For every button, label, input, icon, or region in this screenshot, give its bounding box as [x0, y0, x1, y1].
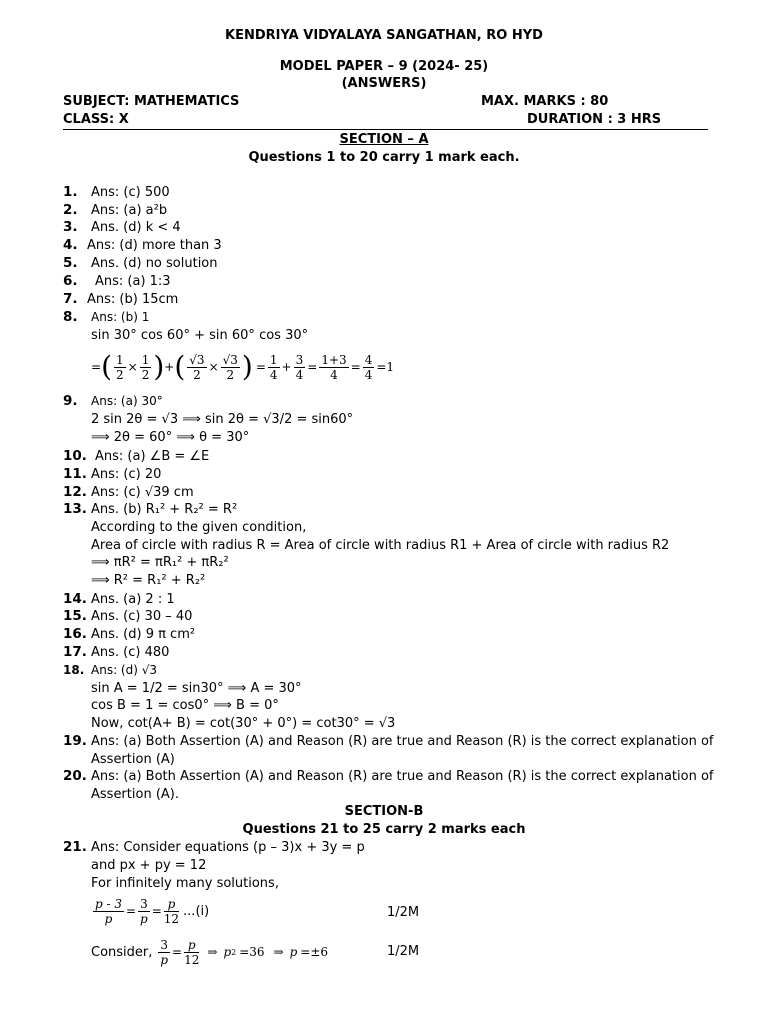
q18-working-line: sin A = 1/2 = sin30° ⟹ A = 30° — [91, 681, 302, 696]
q9-working-line: 2 sin 2θ = √3 ⟹ sin 2θ = √3/2 = sin60° — [91, 412, 354, 427]
question-number: 16. — [63, 626, 87, 642]
answer-text: Ans: (c) √39 cm — [91, 485, 194, 500]
question-number: 8. — [63, 309, 78, 325]
q9-working-line: ⟹ 2θ = 60° ⟹ θ = 30° — [91, 430, 250, 445]
answer-text: Ans: (a) ∠B = ∠E — [95, 449, 210, 464]
answer-continuation: Assertion (A). — [91, 787, 179, 802]
answer-text: Ans. (d) no solution — [91, 256, 218, 271]
answer-text: Ans: (a) Both Assertion (A) and Reason (R) are true and Reason (R) is the correct explanation of — [91, 769, 714, 784]
question-number: 1. — [63, 184, 78, 200]
question-number: 18. — [63, 663, 85, 677]
marks-label: 1/2M — [387, 905, 420, 920]
q8-working-line: sin 30° cos 60° + sin 60° cos 30° — [91, 328, 309, 343]
question-number: 5. — [63, 255, 78, 271]
q18-working-line: Now, cot(A+ B) = cot(30° + 0°) = cot30° = √3 — [91, 716, 396, 731]
answer-text: Ans: (a) a²b — [91, 203, 168, 218]
answer-text: Ans. (c) 30 – 40 — [91, 609, 193, 624]
class-label: CLASS: X — [63, 112, 129, 127]
consider-label: Consider, — [91, 944, 153, 960]
answer-text: Ans. (a) 2 : 1 — [91, 592, 175, 607]
answer-text: Ans. (b) R₁² + R₂² = R² — [91, 502, 238, 517]
marks-label: 1/2M — [387, 944, 420, 959]
q21-working-line: and px + py = 12 — [91, 858, 207, 873]
paper-title: MODEL PAPER – 9 (2024- 25) — [279, 59, 489, 74]
duration-label: DURATION : 3 HRS — [527, 112, 662, 127]
answer-text: Ans: (b) 15cm — [87, 292, 179, 307]
q13-working-line: According to the given condition, — [91, 520, 307, 535]
equation-label: ...(i) — [183, 903, 210, 919]
answer-continuation: Assertion (A) — [91, 752, 175, 767]
question-number: 3. — [63, 219, 78, 235]
question-number: 6. — [63, 273, 78, 289]
answer-text: Ans. (c) 480 — [91, 645, 170, 660]
header-divider — [63, 129, 708, 130]
answer-text: Ans: (d) √3 — [91, 663, 157, 677]
question-number: 20. — [63, 768, 87, 784]
question-number: 4. — [63, 237, 78, 253]
question-number: 15. — [63, 608, 87, 624]
question-number: 7. — [63, 291, 78, 307]
answer-text: Ans. (d) k < 4 — [91, 220, 181, 235]
answer-text: Ans: (c) 500 — [91, 185, 170, 200]
q8-formula: = ( $\frac{1}{2}$ × $\frac{1}{2}$ ) + ( $\frac{√3}{2}$ × $\frac{√3}{2}$ ) = $\frac{1}{4}$ + $\frac{3}{4}$ = $\frac{1+3}{4}$ = $\frac{4}{4}$ =1 — [91, 350, 395, 383]
section-a-title: SECTION – A — [339, 132, 429, 147]
question-number: 10. — [63, 448, 87, 464]
q18-working-line: cos B = 1 = cos0° ⟹ B = 0° — [91, 698, 279, 713]
question-number: 21. — [63, 839, 87, 855]
answer-text: Ans: (a) Both Assertion (A) and Reason (R) are true and Reason (R) is the correct explanation of — [91, 734, 714, 749]
question-number: 11. — [63, 466, 87, 482]
answer-text: Ans: (b) 1 — [91, 310, 150, 324]
max-marks-label: MAX. MARKS : 80 — [481, 94, 609, 109]
question-number: 19. — [63, 733, 87, 749]
question-number: 14. — [63, 591, 87, 607]
q21-equation-1: $\frac{p - 3}{p}$ = $\frac{3}{p}$ = $\frac{p}{12}$ ...(i) — [95, 896, 210, 926]
answer-text: Ans: (a) 1:3 — [95, 274, 171, 289]
question-number: 12. — [63, 484, 87, 500]
section-a-subtitle: Questions 1 to 20 carry 1 mark each. — [248, 150, 520, 165]
q21-working-line: For infinitely many solutions, — [91, 876, 279, 891]
question-number: 17. — [63, 644, 87, 660]
answers-label: (ANSWERS) — [341, 76, 427, 91]
q13-working-line: Area of circle with radius R = Area of circle with radius R1 + Area of circle with radius R2 — [91, 538, 670, 553]
subject-label: SUBJECT: MATHEMATICS — [63, 94, 240, 109]
q13-working-line: ⟹ πR² = πR₁² + πR₂² — [91, 555, 229, 570]
answer-text: Ans: Consider equations (p – 3)x + 3y = p — [91, 840, 365, 855]
q13-working-line: ⟹ R² = R₁² + R₂² — [91, 573, 206, 588]
question-number: 2. — [63, 202, 78, 218]
section-b-title: SECTION-B — [344, 804, 424, 819]
answer-text: Ans: (a) 30° — [91, 394, 163, 408]
answer-text: Ans: (c) 20 — [91, 467, 162, 482]
question-number: 9. — [63, 393, 78, 409]
section-b-subtitle: Questions 21 to 25 carry 2 marks each — [242, 822, 526, 837]
question-number: 13. — [63, 501, 87, 517]
q21-equation-2: Consider, $\frac{3}{p}$ = $\frac{p}{12}$ ⇒ p 2 =36 ⇒ p =±6 — [91, 937, 329, 967]
answer-text: Ans: (d) more than 3 — [87, 238, 222, 253]
answer-text: Ans. (d) 9 π cm² — [91, 627, 196, 642]
org-title: KENDRIYA VIDYALAYA SANGATHAN, RO HYD — [225, 28, 543, 43]
